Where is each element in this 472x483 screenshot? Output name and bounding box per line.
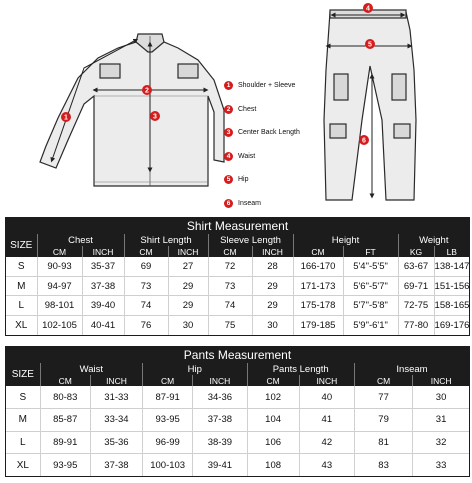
- table-cell: 5'6"-5'7": [343, 276, 398, 295]
- legend-label: Hip: [238, 176, 249, 184]
- pants-drawing: [324, 10, 416, 200]
- column-group-header: Hip: [143, 363, 247, 375]
- legend-item: [224, 74, 300, 98]
- size-header: SIZE: [6, 234, 37, 257]
- table-cell: 5'7"-5'8": [343, 296, 398, 315]
- table-cell: 40-41: [82, 315, 124, 334]
- table-cell: 169-176: [434, 315, 469, 334]
- table-cell: 87-91: [143, 386, 193, 409]
- table-row: [6, 409, 469, 432]
- unit-header: CM: [354, 375, 412, 386]
- table-cell: 77-80: [398, 315, 434, 334]
- column-group-header: Chest: [37, 234, 124, 246]
- table-cell: 72-75: [398, 296, 434, 315]
- measurement-legend: [224, 74, 300, 215]
- table-cell: 93-95: [40, 454, 90, 477]
- table-cell: 108: [247, 454, 299, 477]
- marker-1: [61, 112, 71, 122]
- unit-header: INCH: [168, 246, 208, 257]
- legend-label: Inseam: [238, 199, 261, 207]
- table-cell: 73: [208, 276, 252, 295]
- legend-label: Waist: [238, 152, 256, 160]
- legend-item: [224, 121, 300, 145]
- unit-header: CM: [124, 246, 168, 257]
- legend-item: [224, 98, 300, 122]
- table-cell: 79: [354, 409, 412, 432]
- table-cell: 5'9"-6'1": [343, 315, 398, 334]
- table-cell: 28: [252, 257, 293, 276]
- column-group-header: Height: [293, 234, 398, 246]
- column-group-header: Inseam: [354, 363, 469, 375]
- size-cell: L: [20, 436, 26, 448]
- table-cell: 179-185: [293, 315, 343, 334]
- column-group-header: Waist: [40, 363, 142, 375]
- legend-marker: 1: [224, 81, 233, 90]
- unit-header-row: [6, 375, 469, 386]
- column-group-header: Pants Length: [247, 363, 354, 375]
- unit-header: INCH: [413, 375, 469, 386]
- column-group-header: Weight: [398, 234, 469, 246]
- table-cell: 33: [413, 454, 469, 477]
- table-cell: 80-83: [40, 386, 90, 409]
- marker-2: [142, 85, 152, 95]
- unit-header: CM: [208, 246, 252, 257]
- table-cell: 69-71: [398, 276, 434, 295]
- table-cell: 33-34: [90, 409, 142, 432]
- unit-header: FT: [343, 246, 398, 257]
- table-cell: 98-101: [37, 296, 82, 315]
- unit-header: INCH: [193, 375, 247, 386]
- table-cell: 77: [354, 386, 412, 409]
- table-cell: 94-97: [37, 276, 82, 295]
- unit-header: KG: [398, 246, 434, 257]
- table-cell: 85-87: [40, 409, 90, 432]
- marker-4: [363, 3, 373, 13]
- unit-header: CM: [40, 375, 90, 386]
- column-group-header: Sleeve Length: [208, 234, 293, 246]
- table-cell: 90-93: [37, 257, 82, 276]
- legend-marker: 6: [224, 199, 233, 208]
- size-cell: M: [17, 280, 26, 292]
- table-cell: 5'4"-5'5": [343, 257, 398, 276]
- table-cell: 171-173: [293, 276, 343, 295]
- pants-measurement-table: [5, 346, 470, 477]
- table-cell: 158-165: [434, 296, 469, 315]
- legend-item: [224, 192, 300, 216]
- table-cell: 175-178: [293, 296, 343, 315]
- size-cell: M: [18, 414, 27, 426]
- unit-header: INCH: [90, 375, 142, 386]
- table-row: [6, 454, 469, 477]
- shirt-table-title: Shirt Measurement: [6, 218, 469, 234]
- svg-text:2: 2: [145, 87, 149, 95]
- table-cell: 151-156: [434, 276, 469, 295]
- legend-marker: 5: [224, 175, 233, 184]
- table-cell: 39-40: [82, 296, 124, 315]
- svg-text:6: 6: [362, 137, 366, 145]
- table-row: [6, 257, 469, 276]
- shirt-table: [6, 234, 469, 335]
- table-cell: 35-37: [82, 257, 124, 276]
- unit-header: CM: [247, 375, 299, 386]
- size-cell: XL: [16, 459, 29, 471]
- marker-5: [365, 39, 375, 49]
- pants-table-title: Pants Measurement: [6, 347, 469, 363]
- table-cell: 37-38: [82, 276, 124, 295]
- table-cell: 106: [247, 431, 299, 454]
- shirt-table-body: [6, 257, 469, 335]
- unit-header: CM: [143, 375, 193, 386]
- table-row: [6, 431, 469, 454]
- table-cell: 37-38: [90, 454, 142, 477]
- table-cell: 104: [247, 409, 299, 432]
- table-cell: 96-99: [143, 431, 193, 454]
- legend-item: [224, 168, 300, 192]
- unit-header: INCH: [299, 375, 354, 386]
- table-cell: 37-38: [193, 409, 247, 432]
- table-cell: 35-36: [90, 431, 142, 454]
- legend-label: Shoulder + Sleeve: [238, 82, 296, 90]
- table-cell: 29: [168, 276, 208, 295]
- table-cell: 27: [168, 257, 208, 276]
- svg-text:1: 1: [64, 114, 68, 122]
- legend-marker: 2: [224, 105, 233, 114]
- size-cell: S: [17, 260, 25, 272]
- table-cell: 69: [124, 257, 168, 276]
- table-cell: 75: [208, 315, 252, 334]
- unit-header: INCH: [82, 246, 124, 257]
- table-cell: 30: [413, 386, 469, 409]
- marker-6: [359, 135, 369, 145]
- column-group-header: Shirt Length: [124, 234, 208, 246]
- table-cell: 63-67: [398, 257, 434, 276]
- unit-header: CM: [37, 246, 82, 257]
- table-cell: 32: [413, 431, 469, 454]
- table-row: [6, 296, 469, 315]
- shirt-measurement-table: [5, 217, 470, 336]
- table-cell: 102-105: [37, 315, 82, 334]
- marker-3: [150, 111, 160, 121]
- table-cell: 30: [168, 315, 208, 334]
- size-cell: L: [18, 299, 25, 311]
- table-cell: 43: [299, 454, 354, 477]
- table-cell: 81: [354, 431, 412, 454]
- size-cell: S: [19, 391, 27, 403]
- table-cell: 31: [413, 409, 469, 432]
- legend-label: Center Back Length: [238, 129, 300, 137]
- unit-header: CM: [293, 246, 343, 257]
- table-cell: 40: [299, 386, 354, 409]
- table-cell: 83: [354, 454, 412, 477]
- table-cell: 38-39: [193, 431, 247, 454]
- svg-text:3: 3: [153, 113, 157, 121]
- legend-marker: 4: [224, 152, 233, 161]
- table-cell: 29: [252, 296, 293, 315]
- table-cell: 138-147: [434, 257, 469, 276]
- table-cell: 93-95: [143, 409, 193, 432]
- table-cell: 30: [252, 315, 293, 334]
- table-cell: 29: [168, 296, 208, 315]
- table-row: [6, 276, 469, 295]
- table-cell: 41: [299, 409, 354, 432]
- size-header: SIZE: [6, 363, 40, 386]
- table-cell: 31-33: [90, 386, 142, 409]
- pants-table: [6, 363, 469, 476]
- legend-label: Chest: [238, 105, 257, 113]
- table-cell: 74: [208, 296, 252, 315]
- table-cell: 166-170: [293, 257, 343, 276]
- table-cell: 42: [299, 431, 354, 454]
- table-cell: 89-91: [40, 431, 90, 454]
- legend-item: [224, 145, 300, 169]
- table-cell: 72: [208, 257, 252, 276]
- table-cell: 34-36: [193, 386, 247, 409]
- size-cell: XL: [15, 319, 28, 331]
- svg-text:4: 4: [366, 5, 370, 13]
- table-row: [6, 315, 469, 334]
- svg-text:5: 5: [368, 41, 372, 49]
- unit-header-row: [6, 246, 469, 257]
- shirt-drawing: [40, 34, 224, 186]
- legend-marker: 3: [224, 128, 233, 137]
- table-cell: 74: [124, 296, 168, 315]
- table-cell: 29: [252, 276, 293, 295]
- table-cell: 76: [124, 315, 168, 334]
- table-row: [6, 386, 469, 409]
- table-cell: 100-103: [143, 454, 193, 477]
- table-cell: 102: [247, 386, 299, 409]
- pants-table-body: [6, 386, 469, 476]
- table-cell: 73: [124, 276, 168, 295]
- table-cell: 39-41: [193, 454, 247, 477]
- unit-header: INCH: [252, 246, 293, 257]
- unit-header: LB: [434, 246, 469, 257]
